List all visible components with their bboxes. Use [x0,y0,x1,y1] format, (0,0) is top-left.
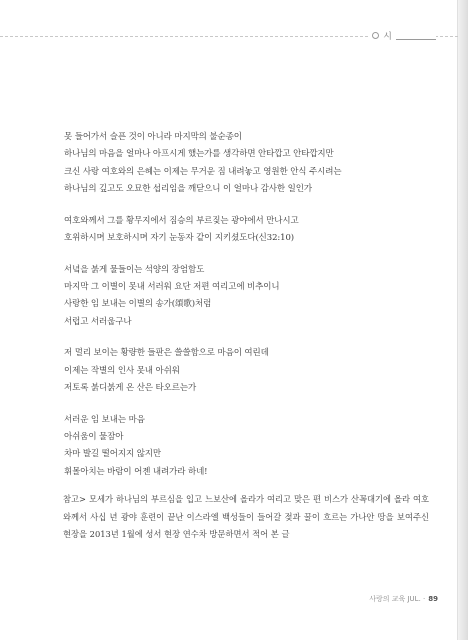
stanza-1 [64,129,424,198]
page-edge-shadow [458,0,468,640]
poem-line: 서럽고 서러웁구나 [64,316,132,327]
circle-marker-icon [372,32,379,39]
poem-line: 서러운 임 보내는 마음 [64,414,145,425]
stanza-4 [64,345,424,397]
stanza-3 [64,262,424,331]
poem-line: 크신 사랑 여호와의 은혜는 이제는 무거운 짐 내려놓고 영원한 안식 주시려는 [64,166,342,177]
section-label [368,29,436,42]
poem-line: 호위하시며 보호하시며 자기 눈동자 같이 지키셨도다(신32:10) [64,232,294,243]
poem-line: 사랑한 임 보내는 이별의 송가(頌歌)처럼 [64,299,212,310]
poem-line: 휘몰아치는 바람이 어젠 내려가라 하네! [64,466,208,477]
section-underline [396,39,436,40]
page-number: 89 [428,595,438,603]
poem-line: 서녘을 붉게 물들이는 석양의 장엄함도 [64,264,205,275]
poem-line: 저토록 붉디붉게 온 산은 타오르는가 [64,383,197,394]
poem-line: 못 들어가서 슬픈 것이 아니라 마지막의 불순종이 [64,132,242,142]
section-title: 시 [383,32,392,42]
page-header [0,29,458,41]
footer-label [369,594,438,604]
poem-line: 여호와께서 그를 황무지에서 짐승의 부르짖는 광야에서 만나시고 [64,215,299,226]
poem-line: 하나님의 깊고도 오묘한 섭리임을 깨닫으니 이 얼마나 감사한 일인가 [64,183,312,194]
reference-note: 참고> 모세가 하나님의 부르심을 입고 느보산에 올라가 여리고 맞은 편 비스가 산꼭대기에 올라 여호와께서 사십 년 광야 훈련이 끝난 이스라엘 백성들이 들어갈 젖과 꿀이 흐르는 가나안 땅을 보여주신 현장을 2013년 1월에 성서 현장 연수차 방문하면서 적어 본 글 [63,494,429,539]
publication-name: 사랑의 교육 JUL. · [369,595,426,603]
poem-body [64,129,424,496]
stanza-2 [64,213,424,248]
stanza-5 [64,412,424,481]
poem-line: 저 멀리 보이는 황량한 들판은 쓸쓸함으로 마음이 여린데 [64,348,269,359]
poem-line: 이제는 작별의 인사 못내 아쉬워 [64,365,180,376]
poem-line: 아쉬움이 물잠아 [64,432,124,443]
page-footer [0,594,458,604]
poem-line: 하나님의 마음을 얼마나 아프시게 했는가를 생각하면 안타깝고 안타깝지만 [64,149,334,160]
poem-line: 마지막 그 이별이 못내 서러워 요단 저편 여리고에 비추이니 [64,282,280,293]
poem-line: 차마 발길 떨어지지 않지만 [64,449,162,460]
